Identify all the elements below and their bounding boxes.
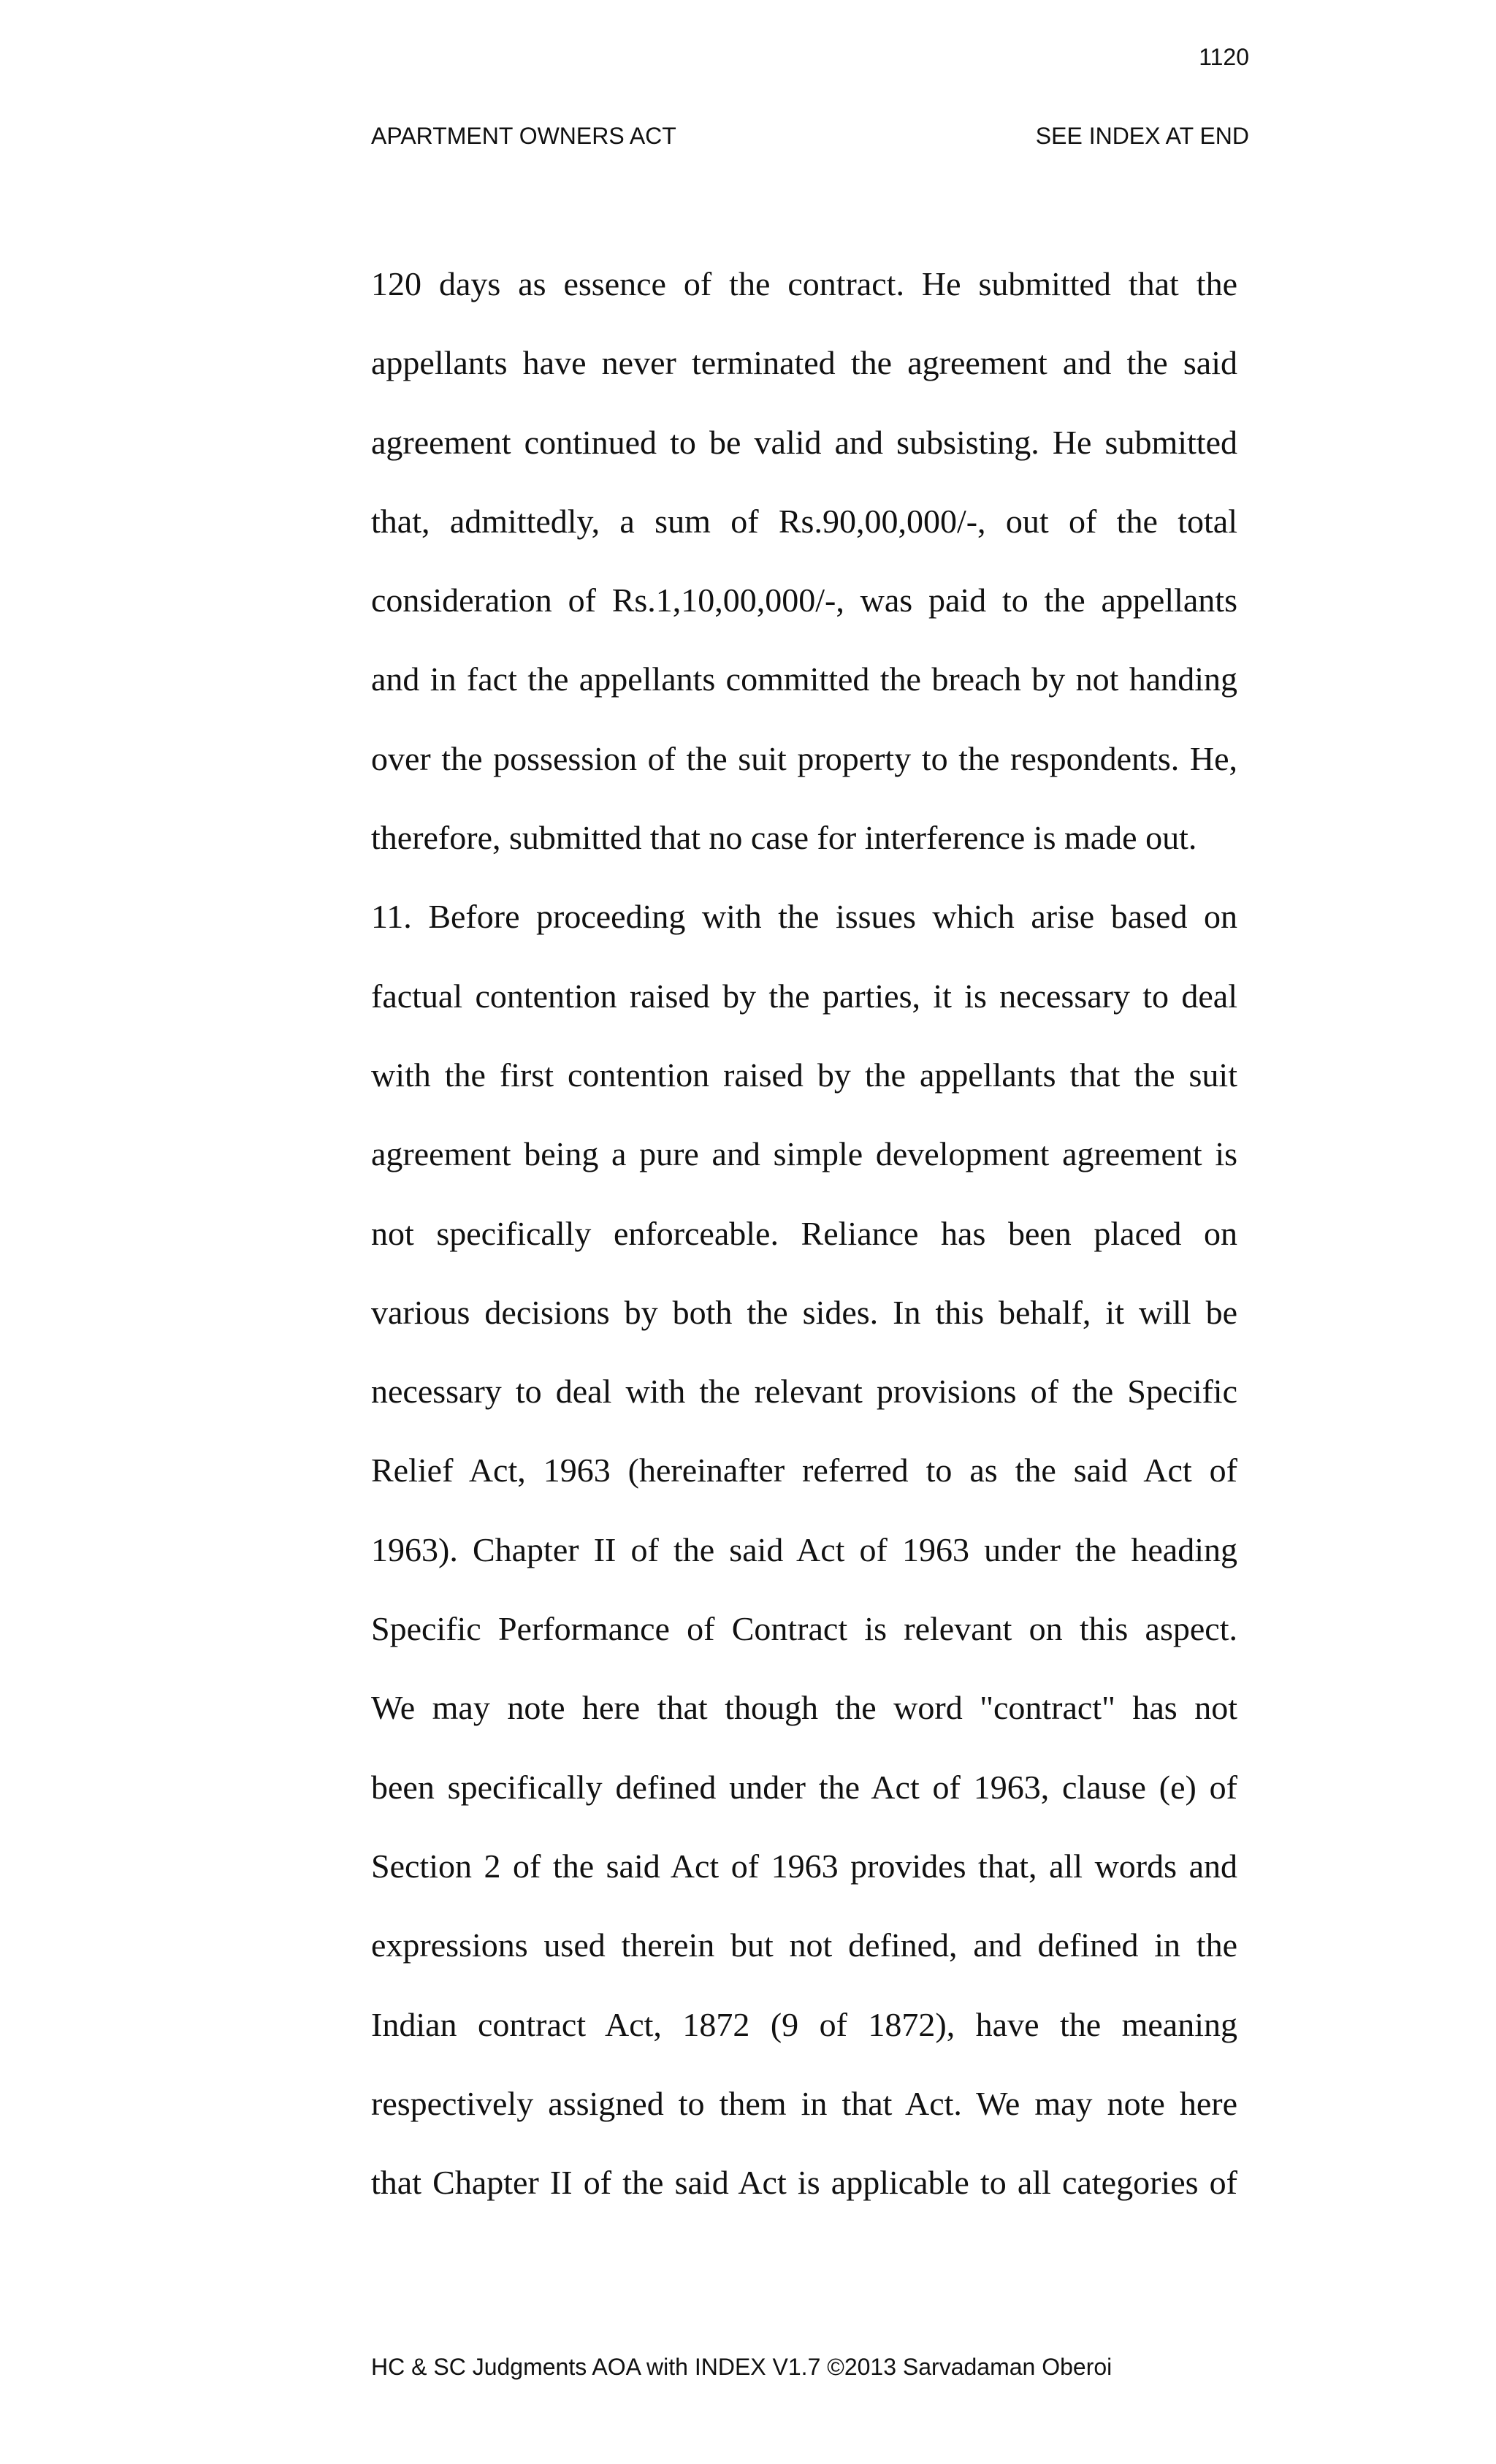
text-line: and in fact the appellants committed the breach by not handing	[371, 660, 1237, 698]
text-line: consideration of Rs.1,10,00,000/-, was paid to the appellants	[371, 581, 1237, 619]
text-line: been specifically defined under the Act of 1963, clause (e) of	[371, 1768, 1237, 1806]
text-line: Indian contract Act, 1872 (9 of 1872), have the meaning	[371, 2005, 1237, 2043]
running-header-index-note: SEE INDEX AT END	[1035, 123, 1249, 149]
text-line: appellants have never terminated the agreement and the said	[371, 344, 1237, 382]
text-line: various decisions by both the sides. In this behalf, it will be	[371, 1293, 1237, 1331]
text-line: not specifically enforceable. Reliance has been placed on	[371, 1214, 1237, 1252]
text-line: 120 days as essence of the contract. He submitted that the	[371, 265, 1237, 302]
text-line: agreement continued to be valid and subsisting. He submitted	[371, 423, 1237, 461]
footer-copyright: HC & SC Judgments AOA with INDEX V1.7 ©2013 Sarvadaman Oberoi	[371, 2354, 1113, 2380]
text-line: respectively assigned to them in that Act. We may note here	[371, 2084, 1237, 2122]
text-line: that, admittedly, a sum of Rs.90,00,000/-, out of the total	[371, 502, 1237, 540]
judgment-body-text	[371, 245, 1237, 2222]
text-line: We may note here that though the word "contract" has not	[371, 1689, 1237, 1727]
text-line: that Chapter II of the said Act is applicable to all categories of	[371, 2164, 1237, 2202]
page-number: 1120	[1199, 44, 1249, 70]
text-line: necessary to deal with the relevant provisions of the Specific	[371, 1373, 1237, 1411]
text-line: expressions used therein but not defined, and defined in the	[371, 1926, 1237, 1964]
text-line: factual contention raised by the parties, it is necessary to deal	[371, 977, 1237, 1015]
text-line: 1963). Chapter II of the said Act of 1963 under the heading	[371, 1530, 1237, 1568]
running-header-title: APARTMENT OWNERS ACT	[371, 123, 676, 149]
text-line: 11. Before proceeding with the issues which arise based on	[371, 898, 1237, 936]
text-line: Relief Act, 1963 (hereinafter referred to as the said Act of	[371, 1452, 1237, 1490]
text-line: therefore, submitted that no case for interference is made out.	[371, 819, 1197, 857]
text-line: Specific Performance of Contract is relevant on this aspect.	[371, 1610, 1237, 1648]
text-line: over the possession of the suit property to the respondents. He,	[371, 739, 1237, 777]
text-line: agreement being a pure and simple development agreement is	[371, 1135, 1237, 1173]
text-line: Section 2 of the said Act of 1963 provides that, all words and	[371, 1847, 1237, 1885]
text-line: with the first contention raised by the appellants that the suit	[371, 1056, 1237, 1094]
